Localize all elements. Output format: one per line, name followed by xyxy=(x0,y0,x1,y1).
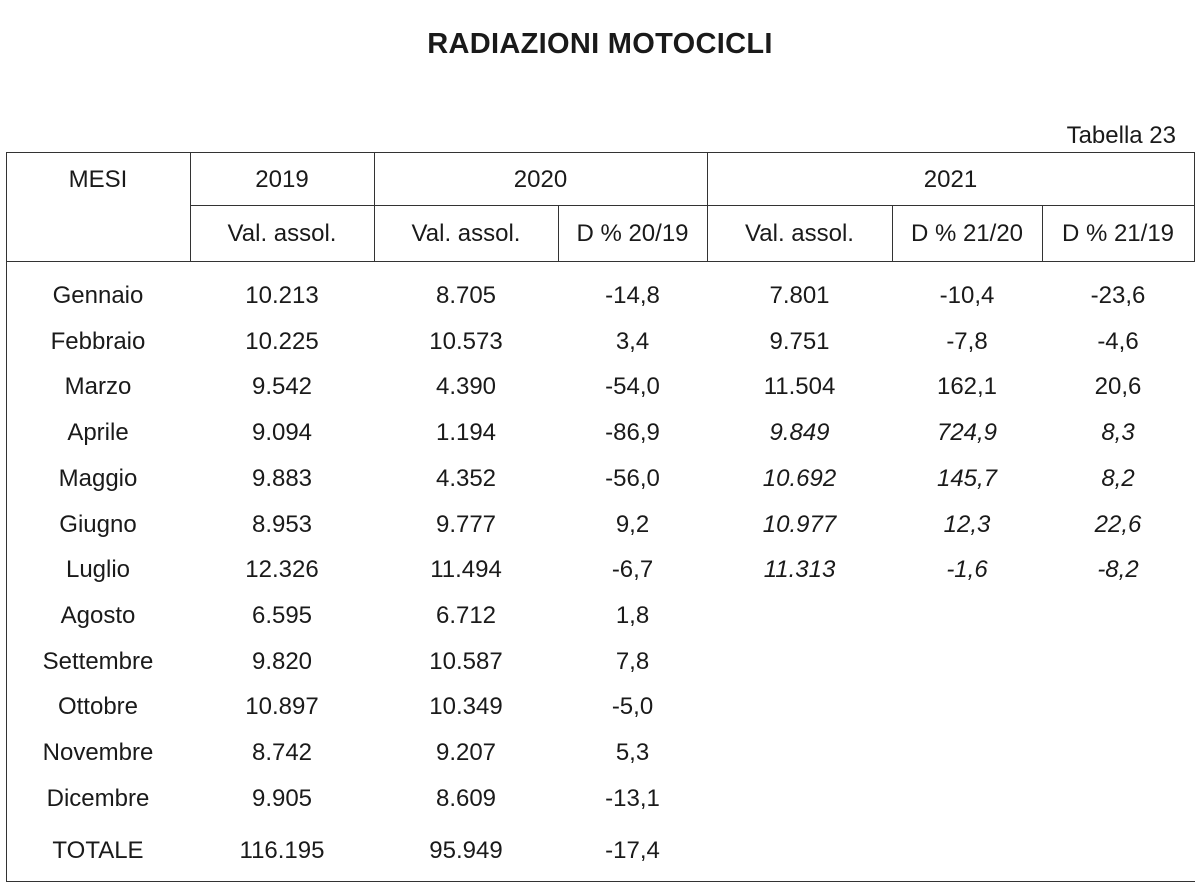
delta-21-20: 145,7 xyxy=(936,464,998,492)
delta-21-20: -10,4 xyxy=(939,282,995,309)
data-table xyxy=(6,152,1195,882)
delta-20-19: 7,8 xyxy=(615,647,650,675)
value-2019: 8.953 xyxy=(251,510,313,538)
delta-21-19: 8,2 xyxy=(1101,464,1135,492)
value-2020: 9.207 xyxy=(435,739,497,766)
value-2021: 9.751 xyxy=(769,327,830,355)
value-2019: 9.905 xyxy=(251,784,313,812)
value-2021: 11.313 xyxy=(763,556,836,584)
year-divider-line xyxy=(190,205,1195,206)
delta-20-19: -54,0 xyxy=(605,373,660,401)
header-mesi: MESI xyxy=(68,166,128,193)
value-2019: 8.742 xyxy=(251,739,313,766)
table-bottom-border xyxy=(6,881,1195,882)
page-title: RADIAZIONI MOTOCICLI xyxy=(427,28,773,60)
delta-20-19: 1,8 xyxy=(615,601,650,629)
value-2021: 7.801 xyxy=(769,282,830,309)
delta-21-19: 20,6 xyxy=(1094,373,1142,401)
month-label: Agosto xyxy=(60,601,136,629)
value-2020: 10.573 xyxy=(429,327,503,355)
value-2020: 11.494 xyxy=(430,556,502,584)
subheader-val-2019: Val. assol. xyxy=(227,220,337,247)
value-2019: 10.213 xyxy=(245,282,319,309)
delta-20-19: -13,1 xyxy=(605,784,660,812)
value-2019: 10.225 xyxy=(245,327,319,355)
delta-21-20: -1,6 xyxy=(946,556,988,584)
month-label: Luglio xyxy=(65,556,131,584)
delta-20-19: -14,8 xyxy=(605,282,660,309)
delta-21-20: 12,3 xyxy=(943,510,991,538)
value-2020: 1.194 xyxy=(435,419,497,447)
value-2020: 9.777 xyxy=(435,510,497,538)
delta-21-20: 724,9 xyxy=(936,419,998,447)
subheader-val-2021: Val. assol. xyxy=(745,220,854,247)
totale-2019: 116.195 xyxy=(239,837,325,864)
value-2021: 9.849 xyxy=(769,419,830,447)
value-2019: 9.820 xyxy=(251,647,313,675)
delta-21-20: -7,8 xyxy=(946,327,988,355)
value-2019: 12.326 xyxy=(245,556,319,584)
delta-20-19: -86,9 xyxy=(605,419,660,447)
delta-20-19: 3,4 xyxy=(615,327,650,355)
table-label: Tabella 23 xyxy=(1066,122,1176,149)
value-2020: 4.390 xyxy=(435,373,497,401)
subheader-delta-20-19: D % 20/19 xyxy=(576,220,689,247)
month-label: Marzo xyxy=(64,373,132,401)
delta-20-19: 5,3 xyxy=(615,739,650,766)
delta-21-19: 8,3 xyxy=(1101,419,1135,447)
subheader-delta-21-20: D % 21/20 xyxy=(910,220,1024,247)
subheader-delta-21-19: D % 21/19 xyxy=(1061,220,1175,247)
totale-2020: 95.949 xyxy=(429,837,503,864)
header-year-2019: 2019 xyxy=(255,166,309,193)
month-label: Giugno xyxy=(59,510,137,538)
value-2020: 4.352 xyxy=(435,464,497,492)
value-2020: 10.349 xyxy=(429,693,503,721)
month-label: Ottobre xyxy=(57,693,139,721)
value-2021: 11.504 xyxy=(763,373,836,401)
totale-delta-20-19: -17,4 xyxy=(605,837,660,864)
totale-label: TOTALE xyxy=(52,837,144,864)
header-bottom-border xyxy=(6,261,1195,262)
delta-20-19: -5,0 xyxy=(611,693,654,721)
subheader-val-2020: Val. assol. xyxy=(411,220,521,247)
month-label: Novembre xyxy=(42,739,154,766)
value-2019: 9.542 xyxy=(251,373,313,401)
delta-20-19: -6,7 xyxy=(611,556,654,584)
header-year-2020: 2020 xyxy=(513,166,568,193)
delta-20-19: 9,2 xyxy=(615,510,650,538)
header-year-2021: 2021 xyxy=(923,166,978,193)
delta-21-19: -8,2 xyxy=(1097,556,1139,584)
table-right-border xyxy=(1194,152,1195,262)
value-2019: 6.595 xyxy=(251,601,313,629)
delta-21-19: -23,6 xyxy=(1090,282,1146,309)
delta-21-20: 162,1 xyxy=(936,373,998,401)
value-2020: 8.609 xyxy=(435,784,497,812)
delta-21-19: 22,6 xyxy=(1094,510,1142,538)
table-top-border xyxy=(6,152,1195,153)
value-2019: 9.883 xyxy=(251,464,313,492)
value-2019: 9.094 xyxy=(251,419,313,447)
value-2020: 6.712 xyxy=(435,601,497,629)
value-2019: 10.897 xyxy=(245,693,319,721)
month-label: Dicembre xyxy=(46,784,150,812)
value-2021: 10.977 xyxy=(762,510,837,538)
delta-21-19: -4,6 xyxy=(1097,327,1139,355)
month-label: Febbraio xyxy=(50,327,146,355)
delta-20-19: -56,0 xyxy=(605,464,660,492)
month-label: Settembre xyxy=(42,647,154,675)
month-label: Maggio xyxy=(58,464,138,492)
value-2021: 10.692 xyxy=(762,464,837,492)
value-2020: 10.587 xyxy=(429,647,503,675)
value-2020: 8.705 xyxy=(435,282,497,309)
month-label: Gennaio xyxy=(52,282,144,309)
month-label: Aprile xyxy=(67,419,129,447)
